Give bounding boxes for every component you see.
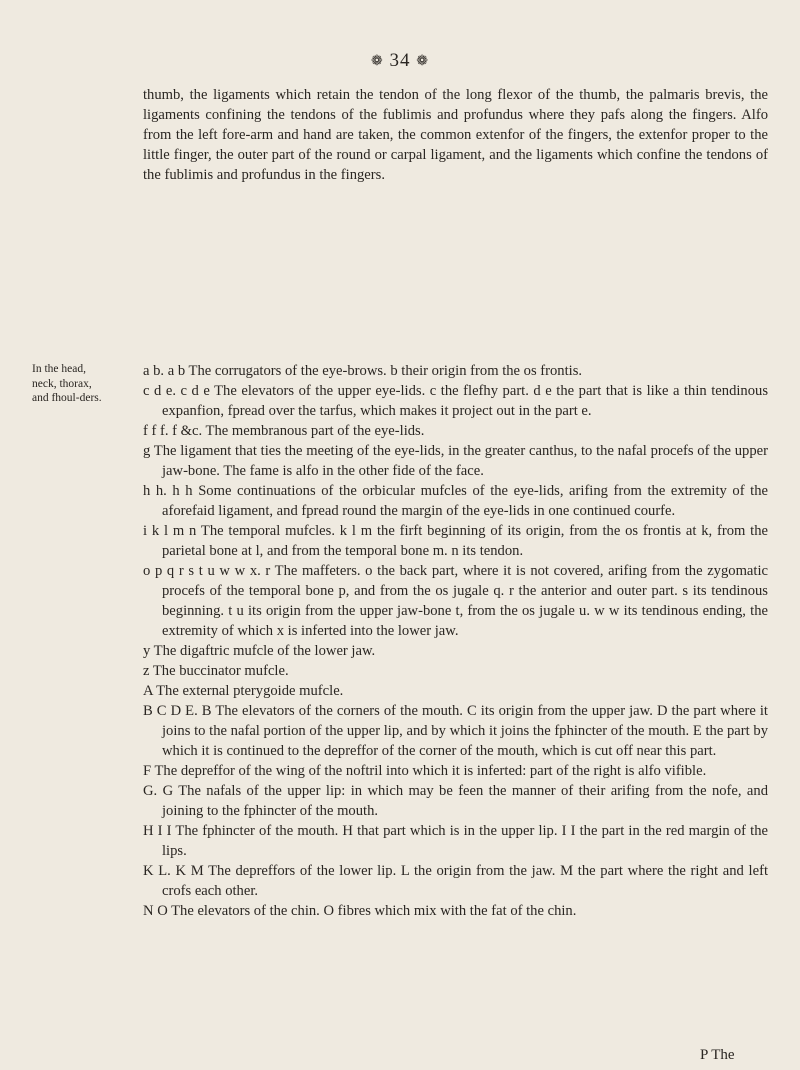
ornament-left-icon: ❁	[371, 54, 384, 70]
entry: f f f. f &c. The membranous part of the eye-lids.	[143, 423, 425, 439]
entry: o p q r s t u w w x. r The maffeters. o the back part, where it is not covered, arifing from the zygomatic procefs of the temporal bone p, and from the os jugale q. r the anterior and outer part. s its tendinous beginning. t u its origin from the upper jaw-bone t, from the os jugale u. w w its tendinous ending, the extremity of which x is inferted into the lower jaw.	[143, 563, 768, 639]
intro-text: thumb, the ligaments which retain the tendon of the long flexor of the thumb, the palmaris brevis, the ligaments confining the tendons of the fublimis and profundus where they pafs along the fingers. Alfo from the left fore-arm and hand are taken, the common extenfor of the fingers, the extenfor proper to the little finger, the outer part of the round or carpal ligament, and the ligaments which confine the tendons of the fublimis and profundus in the fingers.	[143, 87, 768, 183]
entry: G. G The nafals of the upper lip: in which may be feen the manner of their arifing from the nofe, and joining to the fphincter of the mouth.	[143, 783, 768, 819]
entry: F The depreffor of the wing of the noftril into which it is inferted: part of the right is alfo vifible.	[143, 763, 707, 779]
entry: K L. K M The depreffors of the lower lip. L the origin from the jaw. M the part where the right and left crofs each other.	[143, 863, 768, 899]
ornament-right-icon: ❁	[416, 54, 429, 70]
entry: H I I The fphincter of the mouth. H that part which is in the upper lip. I I the part in the red margin of the lips.	[143, 823, 768, 859]
catchword: P The	[700, 1047, 735, 1063]
entry: A The external pterygoide mufcle.	[143, 683, 344, 699]
entry: i k l m n The temporal mufcles. k l m the firft beginning of its origin, from the os frontis at k, from the parietal bone at l, and from the temporal bone m. n its tendon.	[143, 523, 768, 559]
entry: h h. h h Some continuations of the orbicular mufcles of the eye-lids, arifing from the extremity of the aforefaid ligament, and fpread round the margin of the eye-lids in one continued courfe.	[143, 483, 768, 519]
entry: g The ligament that ties the meeting of the eye-lids, in the greater canthus, to the nafal procefs of the upper jaw-bone. The fame is alfo in the other fide of the face.	[143, 443, 768, 479]
entry: c d e. c d e The elevators of the upper eye-lids. c the flefhy part. d e the part that is like a thin tendinous expanfion, fpread over the tarfus, which makes it project out in the part e.	[143, 383, 768, 419]
entry: z The buccinator mufcle.	[143, 663, 289, 679]
page-number: 34	[389, 50, 411, 71]
entry: B C D E. B The elevators of the corners of the mouth. C its origin from the upper jaw. D the part where it joins to the nafal portion of the upper lip, and by which it joins the fphincter of the mouth. E the part by which it is continued to the depreffor of the corner of the mouth, which is cut off near this part.	[143, 703, 768, 759]
entry: a b. a b The corrugators of the eye-brows. b their origin from the os frontis.	[143, 363, 583, 379]
page-header	[0, 50, 800, 72]
intro-paragraph	[143, 85, 768, 185]
entry: y The digaftric mufcle of the lower jaw.	[143, 643, 376, 659]
entries-list	[143, 361, 768, 921]
entry: N O The elevators of the chin. O fibres which mix with the fat of the chin.	[143, 903, 577, 919]
margin-note: In the head, neck, thorax, and fhoul-ders.	[32, 363, 102, 404]
